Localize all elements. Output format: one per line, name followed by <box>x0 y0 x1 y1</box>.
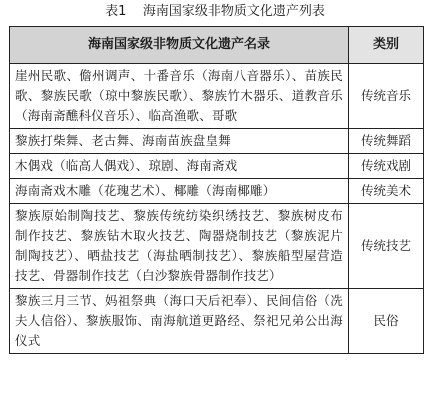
row-items: 海南斋戏木雕（花瑰艺术）、椰雕（海南椰雕） <box>10 179 349 204</box>
header-category: 类别 <box>349 27 424 64</box>
row-items: 黎族打柴舞、老古舞、海南苗族盘皇舞 <box>10 129 349 154</box>
row-category: 传统美术 <box>349 179 424 204</box>
row-items: 黎族三月三节、妈祖祭典（海口天后祀奉）、民间信俗（冼夫人信俗）、黎族服饰、南海航道更路经、祭祀兄弟公出海仪式 <box>10 289 349 354</box>
table-row <box>10 179 424 204</box>
row-items: 木偶戏（临高人偶戏）、琼剧、海南斋戏 <box>10 154 349 179</box>
table-row <box>10 64 424 129</box>
row-items: 崖州民歌、儋州调声、十番音乐（海南八音器乐）、苗族民歌、黎族民歌（琼中黎族民歌）、黎族竹木器乐、道教音乐（海南斋醮科仪音乐）、临高渔歌、哥歌 <box>10 64 349 129</box>
table-row <box>10 129 424 154</box>
row-category: 传统戏剧 <box>349 154 424 179</box>
table-title: 海南国家级非物质文化遗产列表 <box>142 4 325 19</box>
row-category: 传统技艺 <box>349 204 424 289</box>
row-category: 传统音乐 <box>349 64 424 129</box>
table-row <box>10 289 424 354</box>
header-row <box>10 27 424 64</box>
table-row <box>10 154 424 179</box>
row-items: 黎族原始制陶技艺、黎族传统纺染织绣技艺、黎族树皮布制作技艺、黎族钻木取火技艺、陶器烧制技艺（黎族泥片制陶技艺）、晒盐技艺（海盐晒制技艺）、黎族船型屋营造技艺、骨器制作技艺（白沙黎族骨器制作技艺） <box>10 204 349 289</box>
table-number: 表1 <box>105 4 127 19</box>
header-heritage-name: 海南国家级非物质文化遗产名录 <box>10 27 349 64</box>
heritage-table <box>9 26 424 354</box>
row-category: 民俗 <box>349 289 424 354</box>
table-row <box>10 204 424 289</box>
table-caption <box>0 3 430 21</box>
row-category: 传统舞蹈 <box>349 129 424 154</box>
